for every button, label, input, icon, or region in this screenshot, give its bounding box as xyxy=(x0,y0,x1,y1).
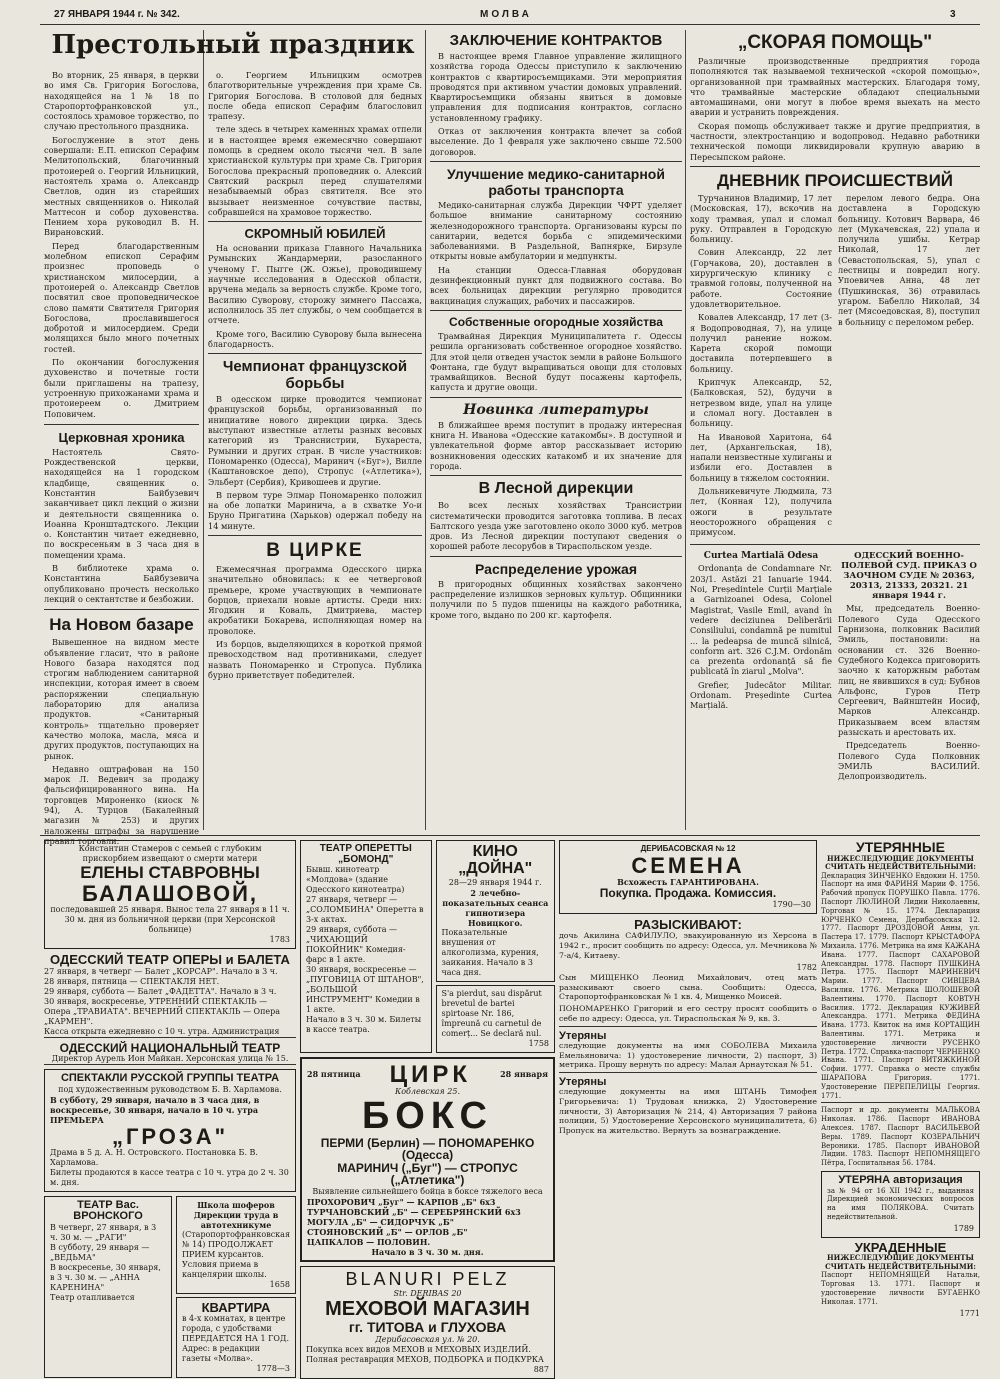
article-paragraph: В пригородных общинных хозяйствах закончено распределение излишков зерновых культур. Общинники получили по 5 пудов пшеницы на каждого работника, кроме того, выдано по 200 кг. картофеля. xyxy=(430,578,682,620)
article-title-diary: ДНЕВНИК ПРОИСШЕСТВИЙ xyxy=(716,170,954,190)
article-title-forest: В Лесной дирекции xyxy=(478,480,634,498)
article-title-wrestling: Чемпионат французской борьбы xyxy=(222,358,408,393)
circus-boxing-ad xyxy=(300,1057,555,1262)
article-paragraph: Недавно оштрафован на 150 марок Л. Ведевич за продажу фальсифицированного вина. На торговцев Мироненко (киоск № 94), А. Турцов (Бакалейный магазин № 253) и других наложены штрафы за нарушение правил торговли. xyxy=(44,763,199,846)
opera-line: 30 января, воскресенье, УТРЕННИЙ СПЕКТАКЛЬ — Опера „ТРАВИАТА". ВЕЧЕРНИЙ СПЕКТАКЛЬ — Опера „КАРМЕН". xyxy=(44,996,281,1026)
lost-documents-subtitle: НИЖЕСЛЕДУЮЩИЕ ДОКУМЕНТЫ СЧИТАТЬ НЕДЕЙСТВИТЕЛЬНЫМИ: xyxy=(825,853,976,872)
article-paragraph: В первом туре Элмар Пономаренко положил на обе лопатки Маринича, а в схватке Уо-и Бруно Пригатина (Харьков) одержал победу на 14 минуте. xyxy=(208,489,422,531)
opera-line: 28 января, пятница — СПЕКТАКЛЯ НЕТ. xyxy=(44,976,220,986)
play-title: „ГРОЗА" xyxy=(111,1123,229,1149)
article-title-jubilee: СКРОМНЫЙ ЮБИЛЕЙ xyxy=(244,226,386,242)
apartment-line: в 4-х комнатах, в центре города, с удобствами ПЕРЕДАЕТСЯ НА 1 ГОД. Адрес: в редакции газеты «Молва». xyxy=(182,1314,290,1364)
article-paragraph: Во вторник, 25 января, в церкви во имя Св. Григория Богослова, находящейся на 1 № 18 по Старопортофранковской ул., состоялось храмовое торжество, по случаю престольного праздника. xyxy=(44,70,199,132)
ad-number: 1782 xyxy=(796,962,817,972)
wanted-item: дочь Акилина САФИЛУЛО, эвакуированную из Херсона в 1942 г., просит сообщить по адресу: Одесса, ул. Мечникова № 7-а/4, Китаеву. xyxy=(559,931,817,960)
national-theatre-line: Директор Аурель Ион Майкан. Херсонская улица № 15. xyxy=(51,1054,289,1064)
article-header xyxy=(44,28,422,68)
cinema-ad xyxy=(436,840,556,982)
wanted-item: Сын МИЩЕНКО Леонид Михайлович, отец мать разыскивают своего сына. Сообщить: Одесса, Старопортофранковская № 1 кв. 4, Мищенко Моисей. xyxy=(559,972,817,1002)
lost-documents-title: УТЕРЯННЫЕ xyxy=(856,839,945,855)
column-3 xyxy=(430,30,682,830)
article-paragraph: В одесском цирке проводится чемпионат французской борьбы, организованный по инициативе нового дирекции цирка. Здесь выступают известные атлеты разных весовых категорий из Транснистрии, Бухареста, Румынии и других стран. В числе участников: Пономаренко (Одесса), Маринич («Буг»), Вилле (Каштановское депо), Стропус («Атлетика»), Эльберт (Сербия), Кривошеев и другие. xyxy=(208,394,422,487)
ad-column-a xyxy=(44,840,296,1374)
lost-documents-section xyxy=(821,840,980,1103)
article-paragraph: Медико-санитарная служба Дирекции ЧФРТ уделяет большое внимание санитарному состоянию железнодорожного транспорта. Организованы курсы по санитарии, ведется борьба с эпидемическими заболеваниями. В Раздельной, Вапнярке, Бирзуле открыты новые амбулатории и медпункты. xyxy=(430,199,682,262)
lost-notice-title: Утеряны xyxy=(559,1029,607,1042)
ad-number: 1658 xyxy=(269,1279,290,1289)
article-paragraph: Богослужение в этот день совершали: Е.П. епископ Серафим Мелитопольский, благочинный протоиерей о. Георгий Ильницкий, настоятель храма о. Александр Светлов, один из старейших местных священников о. Николай Маттесон и собор духовенства. Пением хора руководил В. Н. Вирановский. xyxy=(44,134,199,238)
operetta-line: Начало в 3 ч. 30 м. Билеты в кассе театра. xyxy=(306,1015,422,1034)
event-day: 28 января xyxy=(500,1069,548,1080)
bout-line: МОГУЛА „Б" — СИДОРЧУК „Б" xyxy=(307,1217,454,1228)
lost-notice-text: следующие документы на имя ШТАНЬ Тимофея Григорьевича: 1) Трудовая книжка, 2) Удостоверение личности, 3) Авторизация № 214, 4) Авторизация 7 района полиции, 5) Удостоверение Херсонского муниципалитета, 6) Пропуск на жительство. Вернуть за вознаграждение. xyxy=(559,1087,817,1136)
article-paragraph: На станции Одесса-Главная оборудован дезинфекционный пункт для подвижного состава. Во всех больницах дирекции регулярно проводится вакцинация служащих, рабочих и пассажиров. xyxy=(430,264,682,306)
article-paragraph: Кроме того, Василию Суворову была вынесена благодарность. xyxy=(208,328,422,349)
article-title-harvest: Распределение урожая xyxy=(475,560,637,577)
cinema-title: КИНО „ДОЙНА" xyxy=(458,843,533,877)
seeds-line: Покупка. Продажа. Комиссия. xyxy=(599,886,777,901)
operetta-title: ТЕАТР ОПЕРЕТТЫ „БОМОНД" xyxy=(319,843,412,865)
ad-number: 1771 xyxy=(959,1308,980,1318)
apartment-title: КВАРТИРА xyxy=(201,1299,271,1315)
article-paragraph: Отказ от заключения контракта влечет за собой выселение. До 1 февраля уже заключено свыше 72.500 договоров. xyxy=(430,126,682,157)
lost-documents-list: Паспорт и др. документы МАЛЬКОВА Николая. 1786. Паспорт ИВАНОВА Алексея. 1787. Паспорт ВАСИЛЬЕВОЙ Веры. 1789. Паспорт КОЗЕРАЛЬНИЧ Вероники. 1785. Паспорт ИВАНОВОЙ Лидии. 1783. Паспорт НЕПОМНЯЩЕГО Пётра, Госпитальная 56. 1784. xyxy=(821,1106,980,1168)
school-title: Школа шоферов Дирекции труда в автотехникуме xyxy=(193,1199,279,1230)
driver-school-ad xyxy=(176,1196,296,1294)
article-paragraph: Ежемесячная программа Одесского цирка значительно обновилась: к ее четверговой премьере, кроме участвующих в чемпионате борцов, приехали новые артисты. Среди них: Ягодкин и Коваль, Дмитриева, мастер акробатики Бокарева, исполняющая номер на проволоке. xyxy=(208,563,422,636)
russian-theatre-title: СПЕКТАКЛИ РУССКОЙ ГРУППЫ ТЕАТРА xyxy=(60,1072,280,1085)
fur-shop-ad xyxy=(300,1266,555,1379)
wanted-section xyxy=(559,918,817,1027)
seeds-line: Всхожесть ГАРАНТИРОВАНА. xyxy=(617,877,759,888)
incident-entry: Ковалев Александр, 17 лет (3-я Водопроводная, 7), на улице получил ранение ножом. Карета скорой помощи доставила потерпевшего в больницу. xyxy=(690,312,832,374)
wanted-title: РАЗЫСКИВАЮТ: xyxy=(634,916,742,932)
opera-line: 29 января, суббота — Балет „ФАДЕТТА". Начало в 3 ч. xyxy=(44,986,277,996)
column-1 xyxy=(44,70,199,846)
vronsky-line: Театр отапливается xyxy=(50,1292,135,1302)
obituary-details: последовавшей 25 января. Вынос тела 27 января в 11 ч. 30 м. дня из больничной церкви (при Херсонской больнице) xyxy=(50,904,290,934)
column-rule xyxy=(425,30,426,830)
incident-entry: Совин Александр, 22 лет (Горчакова, 20), доставлен в хирургическую клинику с травмой головы, полученной на работе. Состояние удовлетворительное. xyxy=(690,247,832,309)
lost-notice-title: Утеряны xyxy=(559,1076,607,1089)
article-paragraph: На основании приказа Главного Начальника Румынских Жандармерии, разосланного ученому Г. Пыгге (Ж. Ожье), проводившему научные исследования в Одесской области, вручена медаль за верность службе. Кроме того, Василию Суворову, сторожу зимнего Пассажа, исполнилось 35 лет службы, о чем сообщается в отчете. xyxy=(208,243,422,326)
cinema-line: Показательные внушения от алкоголизма, курения, заикания. Начало в 3 часа дня. xyxy=(441,927,539,977)
obituary-name: БАЛАШОВОЙ, xyxy=(81,880,259,906)
court-order-ro-text: Grefier, Judecător Militar. Ordonam. Președinte Curtea Marțială. xyxy=(690,679,832,711)
article-paragraph: Из борцов, выделяющихся в короткой прямой превосходством над противниками, следует назвать Пономаренко и Стропуса. Публика бурно приветствует победителей. xyxy=(208,639,422,680)
ad-number: 1778—3 xyxy=(256,1364,290,1374)
article-paragraph: Вывешенное на видном месте объявление гласит, что в районе Нового базара находятся под строгим наблюдением санитарной инспекции, которая имеет в своем распоряжении специальную лабораторию для анализа продуктов. «Санитарный контроль» тщательно проверяет качество молока, масла, мяса и других продуктов, поступающих на рынок. xyxy=(44,637,199,761)
incident-entry: Дольникевичуте Людмила, 73 лет, (Конная 12), получила ожоги в результате неосторожного обращения с примусом. xyxy=(690,485,832,538)
vronsky-title: ТЕАТР Вас. ВРОНСКОГО xyxy=(73,1198,143,1223)
ad-column-b xyxy=(300,840,555,1374)
article-title-literature: Новинка литературы xyxy=(463,401,649,418)
ad-number: 1758 xyxy=(528,1038,549,1048)
ad-number: 887 xyxy=(533,1364,549,1374)
lost-authorization-title: УТЕРЯНА авторизация xyxy=(838,1173,963,1186)
column-rule xyxy=(203,30,204,830)
article-paragraph: о. Георгием Ильницким осмотрев благотворительные учреждения при храме Св. Григория Богослова. В столовой для бедных после обеда епископ Серафим благословил трапезу. xyxy=(208,70,422,122)
russian-theatre-ad xyxy=(44,1069,296,1192)
vronsky-line: В четверг, 27 января, в 3 ч. 30 м. — „РАГИ" xyxy=(50,1222,157,1242)
column-2 xyxy=(208,70,422,830)
ad-number: 1783 xyxy=(269,934,290,944)
article-paragraph: В библиотеке храма о. Константина Байбузевича опубликовано прочесть несколько лекций о сектантстве и безбожии. xyxy=(44,563,199,604)
russian-theatre-line: под художественным руководством Б. В. Харламова. xyxy=(58,1084,282,1094)
opera-line: 27 января, в четверг — Балет „КОРСАР". Начало в 3 ч. xyxy=(44,966,278,976)
national-theatre-ad xyxy=(44,1042,296,1066)
bout-start: Начало в 3 ч. 30 м. дня. xyxy=(371,1247,484,1258)
lost-authorization xyxy=(821,1171,980,1238)
opera-line: Касса открыта ежедневно с 10 ч. утра. Администрация xyxy=(44,1026,280,1036)
circus-address: Коблевская 25. xyxy=(395,1086,460,1096)
ad-number: 1789 xyxy=(953,1223,974,1233)
seeds-title: СЕМЕНА xyxy=(631,853,745,878)
obituary-box xyxy=(44,840,296,949)
fur-shop-ro-address: Str. DERIBAS 20 xyxy=(393,1288,462,1298)
vronsky-line: В субботу, 29 января — „ВЕДЬМА" xyxy=(50,1242,150,1262)
article-paragraph: теле здесь в четырех каменных храмах отпели и в настоящее время ежемесячно совершают помощь в среднем около тысячи чел. В зале христианской культуры при храме Св. Григория Богослова прекрасный проповедник о. Алексий Святский раскрыл перед слушателями незабываемый образ святителя. Все это вызывает неизменное сочувствие паствы, собравшейся на храмовое торжество. xyxy=(208,124,422,217)
operetta-ad xyxy=(300,840,432,1053)
court-order-ro-title: Curtea Martială Odesa xyxy=(703,551,819,562)
bout-line: ТУРЧАНОВСКИЙ „Б" — СЕРЕБРЯНСКИЙ 6х3 xyxy=(307,1207,521,1218)
column-rule xyxy=(685,30,686,830)
apartment-ad xyxy=(176,1297,296,1379)
cinema-line: 2 лечебно-показательных сеанса гипнотизера Новицкого. xyxy=(442,887,549,928)
operetta-line: Бывш. кинотеатр «Молдова» (здание Одесского кинотеатра) xyxy=(306,865,405,894)
vronsky-theatre-ad xyxy=(44,1196,172,1379)
court-order-title: ОДЕССКИЙ ВОЕННО-ПОЛЕВОЙ СУД. ПРИКАЗ О ЗАОЧНОМ СУДЕ № 20363, 20313, 21333, 20321. 21 января 1944 г. xyxy=(841,551,977,602)
cinema-line: 28—29 января 1944 г. xyxy=(448,877,542,887)
russian-theatre-line: Билеты продаются в кассе театра с 10 ч. утра до 2 ч. 30 м. дня. xyxy=(50,1167,289,1187)
article-title-circus: В ЦИРКЕ xyxy=(266,539,364,561)
bout-line: ПРОХОРОВИЧ „Буг" — КАРПОВ „Б" 6х3 xyxy=(307,1197,496,1208)
romanian-notice xyxy=(436,985,556,1053)
bout-line: СТОЯНОВСКИЙ „Б" — ОРЛОВ „Б" xyxy=(307,1227,468,1238)
fur-shop-title: МЕХОВОЙ МАГАЗИН xyxy=(325,1297,530,1320)
article-paragraph: Настоятель Свято-Рождественской церкви, находящейся на 1 городском кладбище, священник о. Константин Байбузевич заканчивает цикл лекций о жизни и деятельности священника о. Иоанна Кронштадтского. Лекции о. Константин читает ежедневно, по воскресеньям в 3 часа дня в помещении храма. xyxy=(44,446,199,560)
ad-column-d xyxy=(821,840,980,1365)
article-paragraph: Скорая помощь обслуживает также и другие предприятия, в частности, электростанцию и водопровод. Недавно работники технической помощи ликвидировали крупную аварию в Пересыпском районе. xyxy=(690,120,980,162)
national-theatre-title: ОДЕССКИЙ НАЦИОНАЛЬНЫЙ ТЕАТР xyxy=(59,1040,281,1055)
operetta-line: 30 января, воскресенье — „ПУГОВИЦА ОТ ШТАНОВ", „БОЛЬШОЙ ИНСТРУМЕНТ" Комедии в 1 акте. xyxy=(306,965,424,1014)
operetta-line: 27 января, четверг — „СОЛОМБИНА" Оперетта в 3-х актах. xyxy=(306,895,424,924)
incident-entry: Крипчук Александр, 52, (Балковская, 52), будучи в нетрезвом виде, упал на улице и сломал ногу. Доставлен в больницу. xyxy=(690,377,832,429)
bout-note: Выявление сильнейшего бойца в боксе тяжелого веса xyxy=(312,1187,543,1197)
bout-main: МАРИНИЧ („Буг") — СТРОПУС („Атлетика") xyxy=(337,1160,518,1188)
court-order-text: Мы, председатель Военно-Полевого Суда Одесского Гарнизона, полковник Василий Эмиль, постановили: на основании ст. 326 Военно-Судебного Кодекса приговорить заочно к каторжным работам лиц, не явившихся в суд: Бубнов Альфонс, Гуров Петр Сергеевич, Вайнштейн Иосиф, Марков Александр. Приказываем всем властям разыскать и арестовать их. xyxy=(838,603,980,738)
lost-notice xyxy=(559,1077,817,1136)
article-paragraph: Перед благодарственным молебном епископ Серафим произнес проповедь о христианском милосердии, а протоиерей о. Александр Светлов посвятил свое проповедническое слово памяти Святителя Григория Богослова, прославившегося добротой и милосердием. Среди молящихся было много почетных гостей. xyxy=(44,240,199,354)
seeds-ad xyxy=(559,840,817,914)
issue-date: 27 ЯНВАРЯ 1944 г. № 342. xyxy=(54,9,180,20)
incident-entry: На Ивановой Харитона, 64 лет, (Архангельская, 18), напали неизвестные хулиганы и избили его. Доставлен в больницу в тяжелом состоянии. xyxy=(690,431,832,483)
stolen-documents-text: Паспорт НЕПОМНЯЩЕЙ Натальи, Торговая 13. 1771. Паспорт и удостоверение личности БУГАЕНКО Николая. 1771. xyxy=(821,1271,980,1306)
stolen-documents xyxy=(821,1241,980,1319)
article-paragraph: В ближайшее время поступит в продажу интересная книга Н. Иванова «Одесские катакомбы». В доступной и увлекательной форме автор рассказывает историю возникновения одесских катакомб и их значение для города. xyxy=(430,419,682,471)
court-order-ro-text: Ordonanța de Condamnare Nr. 203/1. Astăzi 21 Ianuarie 1944. Noi, Președintele Curții Marțiale a Garnizoanei Odesa, Colonel Magistrat, Vasile Emil, avand în vedere deciziunea Deliberării Consiliului, condamnă pe numitul ... la pedeapsa de muncă silnică, conform art. 326 C.J.M. Ordonăm ca prezenta ordonanță să fie publicată în ziarul „Molva". xyxy=(690,563,832,677)
ad-column-c xyxy=(559,840,817,1365)
bout-line: ЦАПКАЛОВ — ПОЛОВИН. xyxy=(307,1237,431,1248)
article-title-festival: Престольный праздник xyxy=(51,30,415,60)
incident-entry: перелом левого бедра. Она доставлена в Городскую больницу. Котович Варвара, 46 лет (Мукачевская, 22) упала и получила ушибы. Кетрар Николай, 17 лет (Севастопольская, 5), упал с лестницы и повредил ногу. Упоевичев Анна, 48 лет (Пушкинская, 36) отравилась угаром. Бабелло Николай, 34 лет (Мясоедовская, 8), поступил в больницу с переломом ребер. xyxy=(838,192,980,327)
article-title-ambulance: „СКОРАЯ ПОМОЩЬ" xyxy=(737,32,933,53)
event-day: 28 пятница xyxy=(307,1069,361,1080)
romanian-notice-text: S'a pierdut, sau dispărut brevetul de bartei spirtoase Nr. 186, împreună cu carnetul de comerț... Se declară nul. xyxy=(441,988,542,1038)
stolen-documents-subtitle: НИЖЕСЛЕДУЮЩИЕ ДОКУМЕНТЫ СЧИТАТЬ НЕДЕЙСТВИТЕЛЬНЫМИ: xyxy=(825,1253,976,1271)
article-paragraph: Различные производственные предприятия города пополняются так называемой технической «скорой помощью», организованной при трамвайных мастерских. Благодаря тому, что трамвайные мастерские обладают специальными автомашинами, они могут в любое время выехать на место аварии и устранить повреждения. xyxy=(690,56,980,118)
article-title-gardens: Собственные огородные хозяйства xyxy=(449,314,663,329)
article-title-medical: Улучшение медико-санитарной работы транспорта xyxy=(447,165,665,198)
article-title-contracts: ЗАКЛЮЧЕНИЕ КОНТРАКТОВ xyxy=(449,32,663,49)
court-order-text: Председатель Военно-Полевого Суда Полковник ЭМИЛЬ ВАСИЛИЙ. Делопроизводитель. xyxy=(838,740,980,782)
school-line: (Старопортофранковская № 14) ПРОДОЛЖАЕТ ПРИЕМ курсантов. Условия приема в канцелярии школы. xyxy=(182,1229,290,1279)
operetta-line: 29 января, суббота — „ЧИХАЮЩИЙ ПОКОЙНИК" Комедия-фарс в 1 акте. xyxy=(306,925,406,964)
page-number: 3 xyxy=(950,9,956,20)
opera-ad xyxy=(44,953,296,1038)
lost-documents-list: Декларация ЗИНЧЕНКО Евдокии Н. 1750. Паспорт на имя ФАРИНЯ Марии Ф. 1756. Рабочий пропуск ПОРУШКО Павла. 1776. Паспорт ЛЮЛИНОЙ Лидии Николаевны, Торговая № 15. 1774. Декларация ЮРЧЕНКО Семена, Дерибасовская 12. 1777. Паспорт ДРОЗДОВОЙ Анны, ул. Пастера 17. 1779. Паспорт КРЫСТАФОРА Михаила. 1776. Метрика на имя КАЖАНА Ивана. 1777. Паспорт САХАРОВОЙ Александры. 1778. Паспорт ПУШКИНА Петра. 1775. Паспорт МАРИНЕВИЧ Марии. 1777. Паспорт СИВЦЕВА Василия. 1776. Метрика ШОЛОШЕВОЙ Валентины. 1770. Паспорт КОВТУН Василия. 1772. Декларация КУЖИВЕЙ Александра. 1771. Метрика ФЕДИНА Ивана. 1773. Квиток на имя КОРТАЩИН Валентины. 1771. Метрика и удостоверение личности РУСЕНКО Петра. 1772. Справка-паспорт ЧЕРНЕНКО Ивана. 1771. Паспорт ВИТЯЖКИНОЙ Софии. 1777. Справка о месте службы ШАРАПОВА Григория. 1771. Удостоверение ПЕРЕПЕЛИЦЫ Георгия. 1771. xyxy=(821,871,980,1100)
lost-notice xyxy=(559,1031,817,1073)
incident-entry: Турчанинов Владимир, 17 лет (Московская, 17), вскочив на ходу трамвая, упал и сломал руку. Отправлен в Городскую больницу. xyxy=(690,192,832,245)
article-paragraph: Трамвайная Дирекция Муниципалитета г. Одессы решила организовать собственное огородное хозяйство. Для этой цели отведен участок земли в районе Большого Фонтана, где будут выращиваться овощи для столовых трамвайщиков. Весной будут посажены картофель, капуста и другие овощи. xyxy=(430,330,682,393)
lost-authorization-text: за № 94 от 16 XII 1942 г., выданная Дирекцией экономических вопросов на имя ПОЛЯКОВА. Считать недействительной. xyxy=(827,1186,974,1221)
fur-shop-address: Дерибасовская ул. № 20. xyxy=(375,1334,480,1344)
circus-title: ЦИРК xyxy=(389,1060,472,1088)
fur-shop-line: Покупка всех видов МЕХОВ и МЕХОВЫХ ИЗДЕЛИЙ. Полная реставрация МЕХОВ, ПОДБОРКА и ПОДКУРКА xyxy=(306,1344,544,1364)
seeds-address: ДЕРИБАСОВСКАЯ № 12 xyxy=(640,844,736,853)
article-paragraph: По окончании богослужения духовенство и почетные гости были приглашены на трапезу, устроенную прихожанами храма и протоиереем о. Дмитрием Поповичем. xyxy=(44,357,199,419)
article-title-bazaar: На Новом базаре xyxy=(49,615,194,635)
fur-shop-ro-title: BLANURI PELZ xyxy=(345,1269,510,1290)
article-paragraph: В настоящее время Главное управление жилищного хозяйства города Одессы приступило к заключению контрактов с квартиросъемщиками. Эти мероприятия проводятся при активном участии домовых управлений. Квартиросъемщики обязаны явиться в домовые управления для подписания контрактов, согласно установленному графику. xyxy=(430,51,682,123)
masthead xyxy=(40,6,980,25)
stolen-documents-title: УКРАДЕННЫЕ xyxy=(854,1239,947,1255)
obituary-intro: Константин Стамеров с семьей с глубоким прискорбием извещают о смерти матери xyxy=(78,844,262,863)
lost-notice-text: следующие документы на имя СОБОЛЕВА Михаила Емельяновича: 1) удостоверение личности, 2) паспорт, 3) метрика. Прошу вернуть по адресу: Малая Арнаутская № 51. xyxy=(559,1040,817,1070)
ad-number: 1790—30 xyxy=(772,899,811,909)
article-title-chronicle: Церковная хроника xyxy=(58,429,185,445)
vronsky-line: В воскресенье, 30 января, в 3 ч. 30 м. — „АННА КАРЕНИНА" xyxy=(50,1262,161,1292)
bout-main: ПЕРМИ (Берлин) — ПОНОМАРЕНКО (Одесса) xyxy=(320,1135,535,1163)
opera-title: ОДЕССКИЙ ТЕАТР ОПЕРЫ и БАЛЕТА xyxy=(50,951,290,967)
boxing-title: БОКС xyxy=(361,1094,493,1137)
russian-theatre-line: Драма в 5 д. А. Н. Островского. Постановка Б. В. Харламова. xyxy=(50,1147,258,1167)
column-4 xyxy=(690,30,980,830)
wanted-item: ПОНОМАРЕНКО Григорий и его сестру просят сообщить о себе по адресу: Одесса, ул. Тираспольская № 9, кв. 3. xyxy=(559,1004,817,1023)
russian-theatre-line: В субботу, 29 января, начало в 3 часа дня, в воскресенье, 30 января, начало в 10 ч. утра ПРЕМЬЕРА xyxy=(50,1094,260,1125)
obituary-name: ЕЛЕНЫ СТАВРОВНЫ xyxy=(80,863,260,882)
paper-name: МОЛВА xyxy=(480,9,532,20)
article-paragraph: Во всех лесных хозяйствах Трансистрии систематически проводится заготовка топлива. В лесах Балтского уезда уже заготовлено около 3000 куб. метров дров. Из Лесной дирекции поступают сведения о хорошей работе лесорубов в Тираспольском уезде. xyxy=(430,500,682,552)
fur-shop-owners: гг. ТИТОВА и ГЛУХОВА xyxy=(348,1318,507,1335)
